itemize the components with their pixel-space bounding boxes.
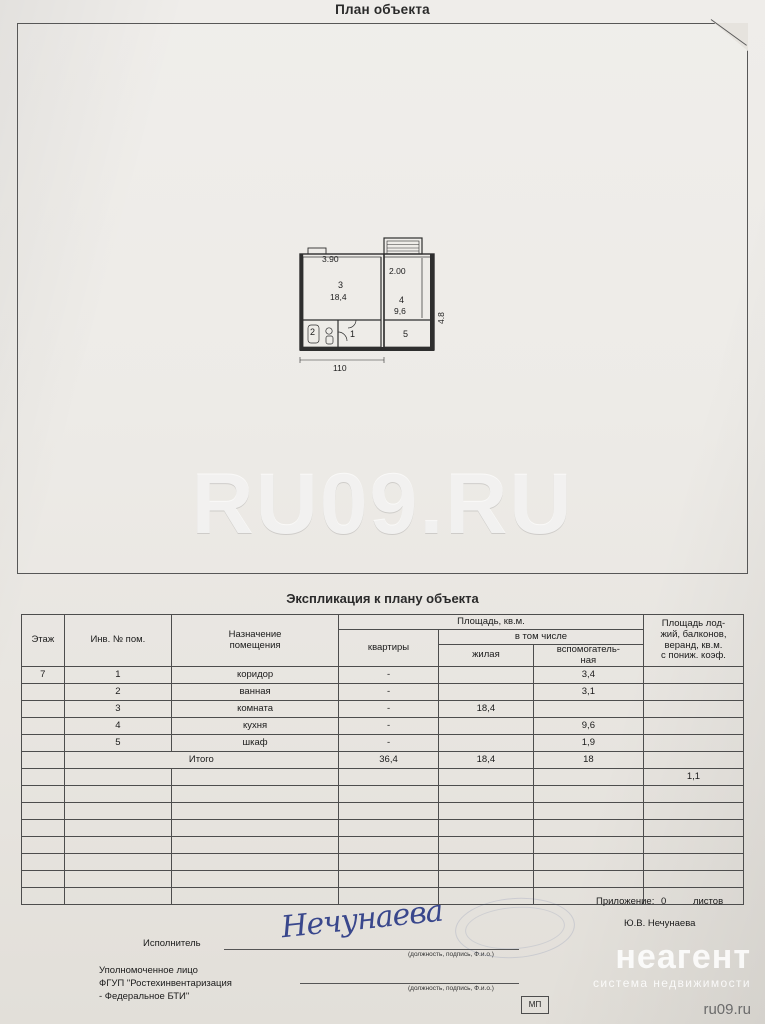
table-row [22,684,744,701]
cell-etazh: 7 [22,667,65,684]
cell-vspomogatelnaya: 3,4 [533,667,643,684]
cell-kvartiry: - [339,718,439,735]
brand-url: ru09.ru [703,1001,751,1018]
brand-name: неагент [615,938,751,976]
empty-cell [22,820,65,837]
floorplan-dim-right: 4.8 [436,312,446,324]
header-jilaya: жилая [439,645,534,667]
table-empty-row [22,854,744,871]
explication-table [21,614,744,905]
cell-inv: 4 [64,718,171,735]
empty-cell [64,769,171,786]
empty-cell [22,854,65,871]
empty-cell [64,786,171,803]
cell-etazh [22,718,65,735]
extra-lodjii: 1,1 [643,769,743,786]
table-total-row [22,752,744,769]
header-lodjii: Площадь лод- жий, балконов, веранд, кв.м. с пониж. коэф. [643,615,743,667]
empty-cell [339,837,439,854]
floorplan-dim-bottom: 110 [333,363,347,373]
floorplan-room-3-area: 18,4 [330,292,347,302]
header-vspomogatelnaya: вспомогатель- ная [533,645,643,667]
empty-cell [339,820,439,837]
signature-line-2 [300,983,519,984]
empty-cell [439,769,534,786]
total-cell-etazh [22,752,65,769]
cell-inv: 5 [64,735,171,752]
empty-cell [533,803,643,820]
empty-cell [172,803,339,820]
cell-jilaya [439,667,534,684]
floorplan-dim-top-right: 2.00 [389,266,406,276]
cell-jilaya [439,684,534,701]
brand-subtitle: система недвижимости [593,976,751,990]
empty-cell [172,769,339,786]
empty-cell [22,837,65,854]
signature-caption-1: (должность, подпись, Ф.и.о.) [408,951,494,958]
prilozhenie-line [596,896,723,907]
floorplan-room-1-number: 1 [350,329,356,339]
cell-lodjii [643,718,743,735]
table-row [22,718,744,735]
prilozhenie-listov: листов [692,896,724,907]
floorplan-room-2-number: 2 [310,327,316,337]
empty-cell [339,769,439,786]
empty-cell [439,786,534,803]
empty-cell [64,837,171,854]
empty-cell [22,803,65,820]
cell-etazh [22,684,65,701]
executor-label: Исполнитель [143,938,201,949]
floorplan-room-3-number: 3 [338,280,344,290]
cell-naznachenie: ванная [172,684,339,701]
cell-kvartiry: - [339,701,439,718]
empty-cell [339,786,439,803]
empty-cell [64,820,171,837]
header-etazh: Этаж [22,615,65,667]
empty-cell [64,854,171,871]
cell-naznachenie: комната [172,701,339,718]
empty-cell [172,854,339,871]
cell-inv: 3 [64,701,171,718]
cell-jilaya [439,735,534,752]
table-empty-row [22,837,744,854]
cell-kvartiry: - [339,735,439,752]
cell-lodjii [643,667,743,684]
watermark: RU09.RU [191,456,574,552]
empty-cell [439,854,534,871]
cell-inv: 1 [64,667,171,684]
header-kvartiry: квартиры [339,630,439,667]
cell-naznachenie: шкаф [172,735,339,752]
table-row [22,701,744,718]
cell-vspomogatelnaya: 3,1 [533,684,643,701]
prilozhenie-value: 0 [661,896,667,907]
floorplan-drawing [286,232,446,382]
empty-cell [643,786,743,803]
cell-inv: 2 [64,684,171,701]
page-title: План объекта [335,2,430,17]
table-header-row-1 [22,615,744,630]
floorplan-dim-top-left: 3.90 [322,254,339,264]
cell-etazh [22,735,65,752]
empty-cell [172,837,339,854]
cell-naznachenie: коридор [172,667,339,684]
empty-cell [172,820,339,837]
total-lodjii [643,752,743,769]
signature-caption-2: (должность, подпись, Ф.и.о.) [408,985,494,992]
header-v-tom-chisle: в том числе [439,630,644,645]
empty-cell [643,837,743,854]
cell-vspomogatelnaya: 9,6 [533,718,643,735]
floorplan-room-4-number: 4 [399,295,405,305]
empty-cell [533,854,643,871]
cell-jilaya [439,718,534,735]
header-ploshad: Площадь, кв.м. [339,615,644,630]
table-empty-row [22,803,744,820]
total-vspomogatelnaya: 18 [533,752,643,769]
table-row [22,667,744,684]
cell-lodjii [643,701,743,718]
empty-cell [22,769,65,786]
empty-cell [172,786,339,803]
empty-cell [64,803,171,820]
empty-cell [533,837,643,854]
executor-name: Ю.В. Нечунаева [624,918,696,929]
empty-cell [439,803,534,820]
cell-vspomogatelnaya: 1,9 [533,735,643,752]
empty-cell [643,854,743,871]
authorized-person-label: Уполномоченное лицо ФГУП "Ростехинвентаризация - Федеральное БТИ" [99,965,232,1002]
empty-cell [339,854,439,871]
table-row [22,735,744,752]
header-inv: Инв. № пом. [64,615,171,667]
floorplan-room-4-area: 9,6 [394,306,406,316]
cell-lodjii [643,735,743,752]
empty-cell [643,820,743,837]
empty-cell [533,786,643,803]
page-corner-fold [714,23,748,51]
mp-box: МП [521,996,549,1014]
document-footer [0,880,765,1024]
total-kvartiry: 36,4 [339,752,439,769]
table-empty-row [22,786,744,803]
empty-cell [533,820,643,837]
handwritten-signature: Нечунаева [279,893,445,946]
prilozhenie-label: Приложение: [596,896,655,907]
empty-cell [439,837,534,854]
cell-kvartiry: - [339,684,439,701]
header-naznachenie: Назначение помещения [172,615,339,667]
empty-cell [439,820,534,837]
floorplan-room-5-number: 5 [403,329,409,339]
total-label: Итого [64,752,338,769]
table-empty-row [22,820,744,837]
empty-cell [22,786,65,803]
cell-etazh [22,701,65,718]
cell-jilaya: 18,4 [439,701,534,718]
cell-lodjii [643,684,743,701]
empty-cell [533,769,643,786]
empty-cell [643,803,743,820]
explication-title: Экспликация к плану объекта [286,591,479,606]
total-jilaya: 18,4 [439,752,534,769]
table-extra-row [22,769,744,786]
cell-naznachenie: кухня [172,718,339,735]
cell-vspomogatelnaya [533,701,643,718]
empty-cell [339,803,439,820]
cell-kvartiry: - [339,667,439,684]
